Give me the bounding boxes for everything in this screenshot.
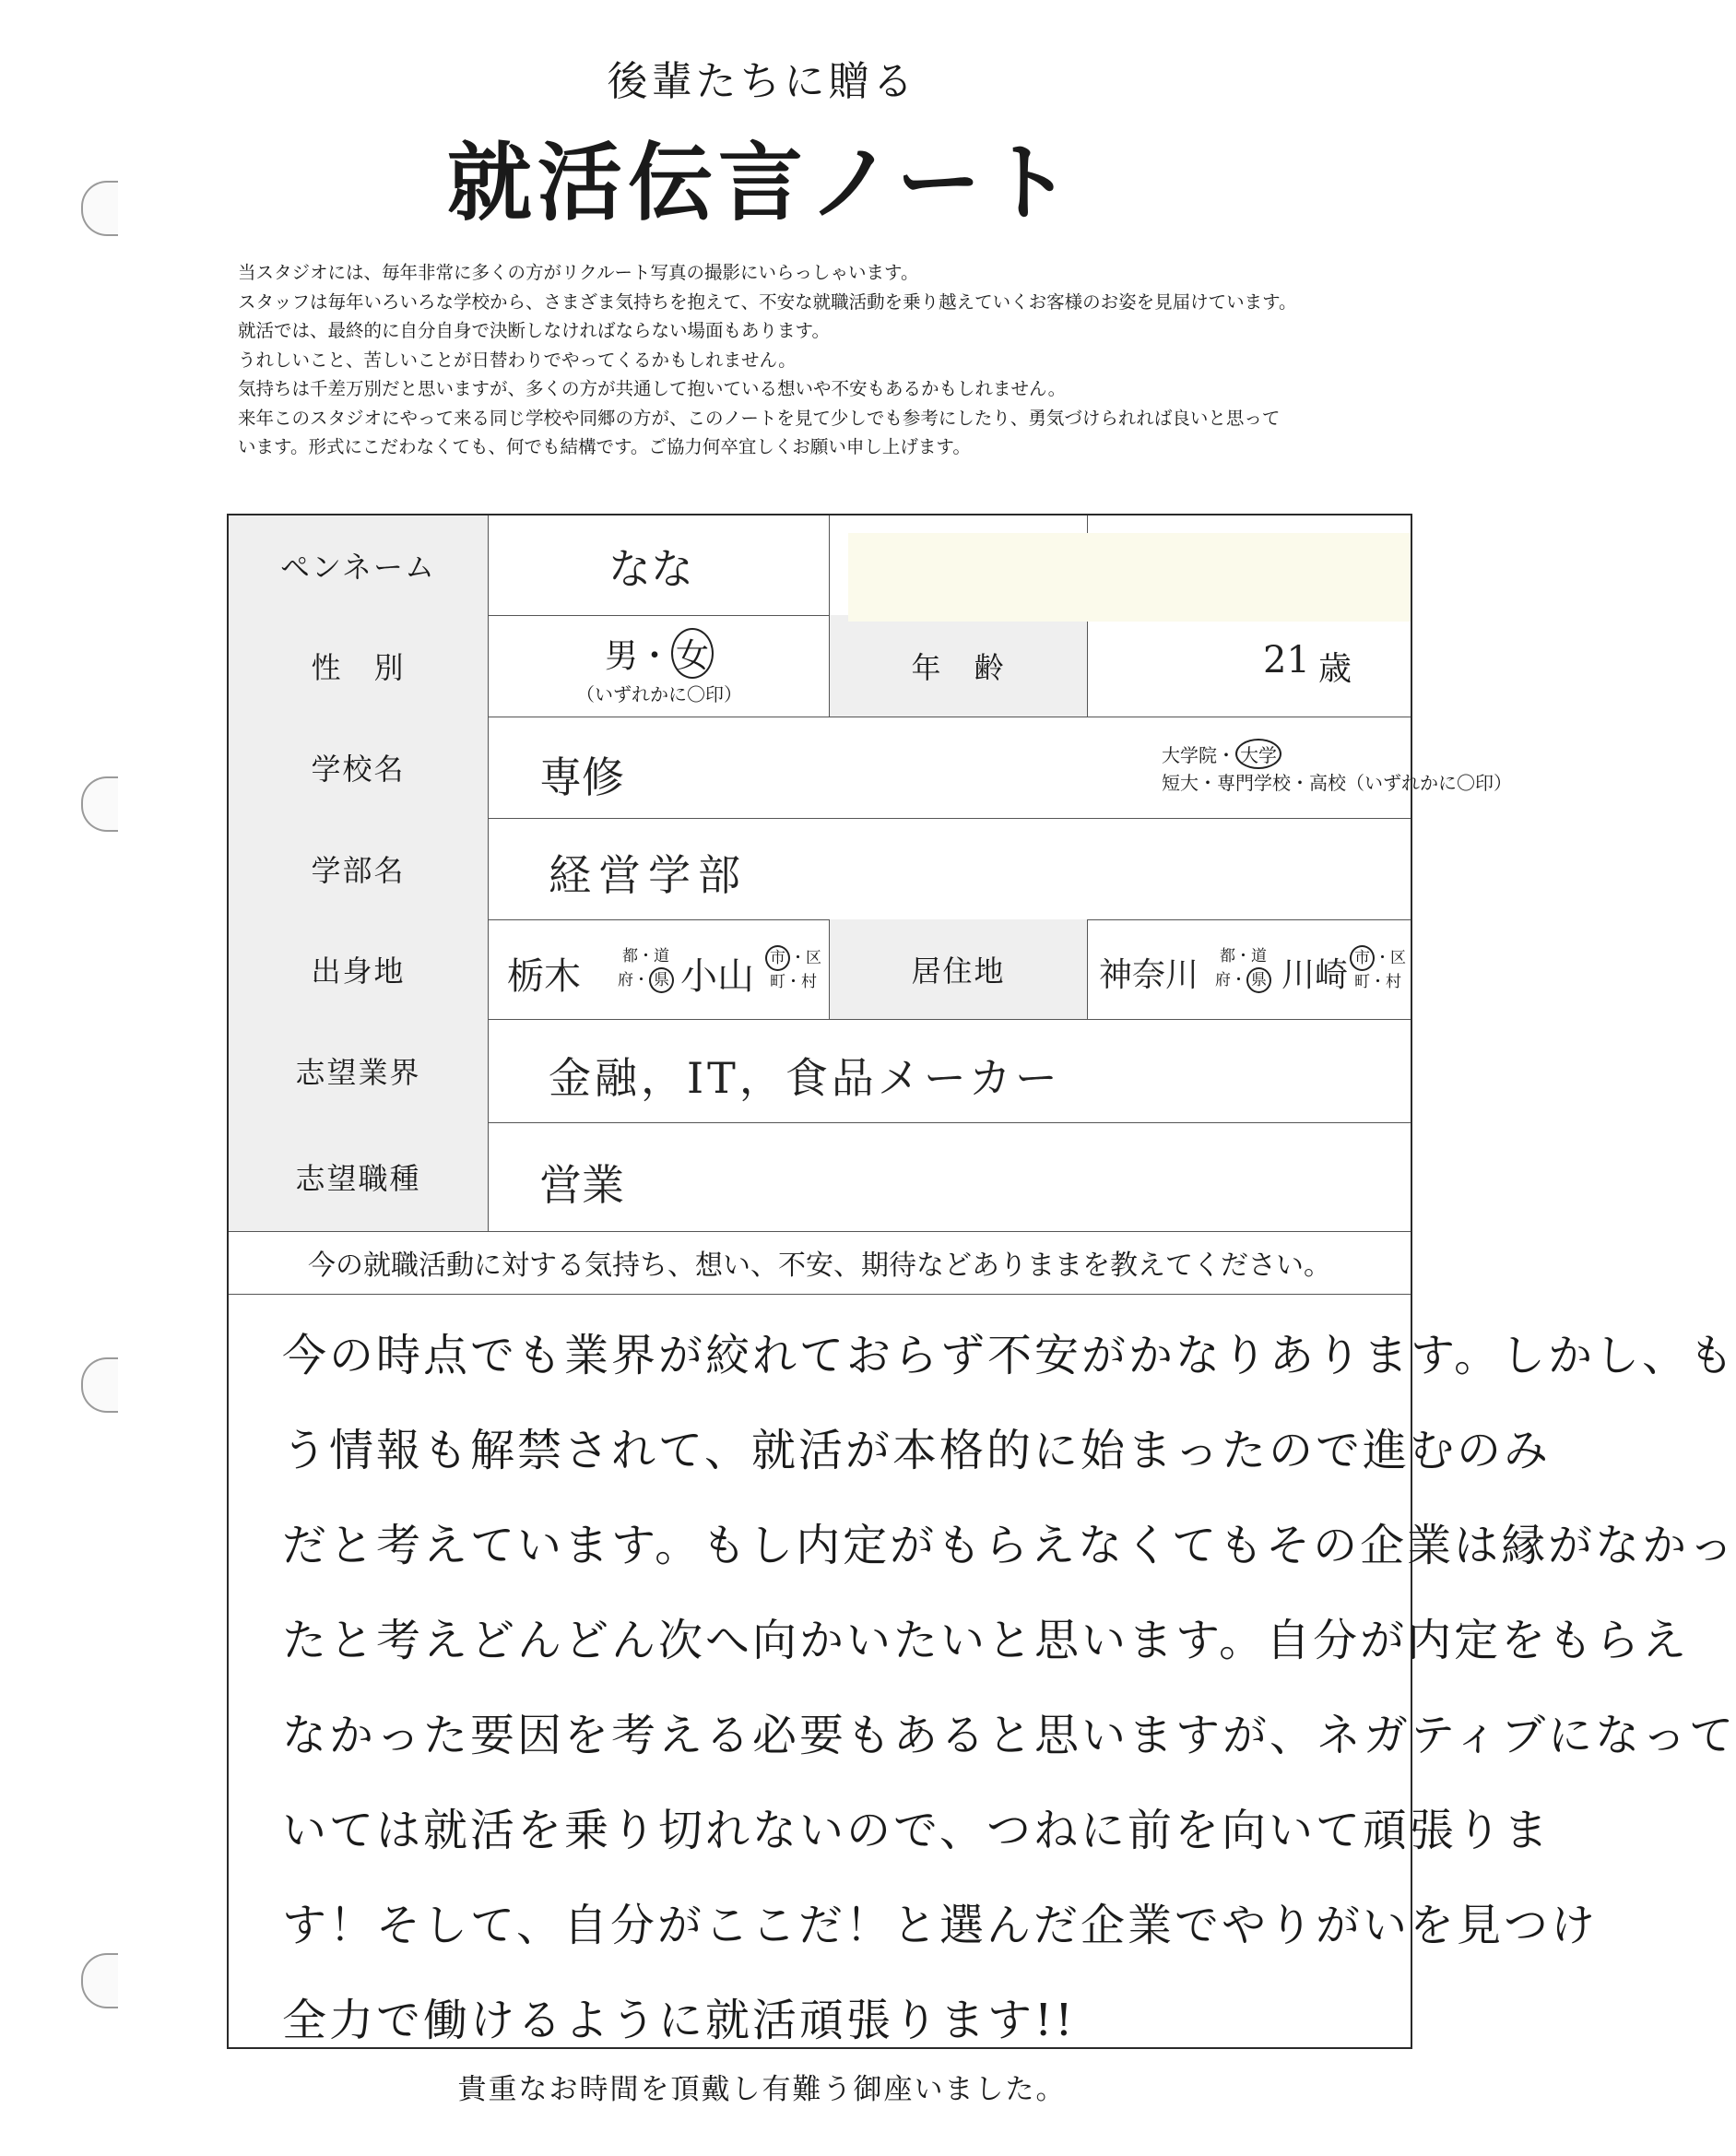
questionnaire-form [227,514,1736,2049]
pre-title: 後輩たちに贈る [607,58,917,105]
gender-note: （いずれかに〇印） [576,683,742,705]
binder-hole [81,776,118,832]
answer-line: う情報も解禁されて、就活が本格的に始まったので進むのみ [282,1425,1552,1476]
school-type-university-circled: 大学 [1235,739,1281,769]
intro-line: うれしいこと、苦しいことが日替わりでやってくるかもしれません。 [238,349,797,371]
page-title: 就活伝言ノート [446,134,1078,232]
gender-separator: ・ [637,637,671,675]
intro-line: 来年このスタジオにやって来る同じ学校や同郷の方が、このノートを見て少しでも参考にしたり、勇気づけられれば良いと思って [238,407,1281,429]
pen-name-value: なな [608,544,693,594]
answer-line: なかった要因を考える必要もあると思いますが、ネガティブになって [282,1710,1736,1761]
school-type-line1 [1162,739,1281,769]
answer-line: 全力で働けるように就活頑張ります!! [282,1995,1076,2046]
job-value: 営業 [539,1160,624,1210]
answer-prompt: 今の就職活動に対する気持ち、想い、不安、期待などありままを教えてください。 [229,1231,1411,1295]
gender-male: 男 [604,637,638,675]
intro-line: 当スタジオには、毎年非常に多くの方がリクルート写真の撮影にいらっしゃいます。 [238,262,919,283]
city-suffix-top [765,945,821,971]
hometown-city: 小山 [680,955,754,998]
answer-line: たと考えどんどん次へ向かいたいと思います。自分が内定をもらえ [282,1615,1690,1666]
row-school [229,717,1512,819]
city-suffix-shi-circled: 市 [765,945,790,971]
faculty-value: 経営学部 [549,850,748,900]
age-field[interactable] [1088,615,1411,717]
age-unit: 歳 [1318,650,1352,688]
residence-pref-suffix [1215,945,1271,993]
redaction-block [848,533,1411,622]
city-suffix-ku: ・区 [1375,949,1406,967]
industry-field[interactable] [489,1019,1411,1122]
pref-suffix-ken-circled: 県 [1246,967,1271,993]
residence-city-suffix [1350,945,1406,993]
city-suffix-bottom: 町・村 [1354,973,1401,991]
pref-suffix-fu: 府・ [1215,971,1246,989]
faculty-field[interactable] [489,818,1411,919]
intro-line: います。形式にこだわなくても、何でも結構です。ご協力何卒宜しくお願い申し上げます。 [238,436,971,457]
pref-suffix-bottom [1215,967,1271,993]
hometown-pref-suffix [618,945,674,993]
faculty-label: 学部名 [229,818,489,919]
age-value: 21 [1263,639,1310,681]
intro-line: 気持ちは千差万別だと思いますが、多くの方が共通して抱いている想いや不安もあるかもしれません。 [238,378,1067,399]
pref-suffix-top: 都・道 [1220,947,1267,965]
pref-suffix-fu: 府・ [618,971,649,989]
gender-female-circled: 女 [671,628,714,679]
school-type-line2: 短大・専門学校・高校（いずれかに〇印） [1162,772,1512,794]
hometown-label: 出身地 [229,919,489,1019]
industry-value: 金融，IT，食品メーカー [549,1053,1061,1103]
intro-text [238,258,1492,462]
pref-suffix-ken-circled: 県 [649,967,674,993]
residence-pref: 神奈川 [1099,956,1199,994]
residence-field[interactable] [1088,919,1411,1019]
footer-thanks: 貴重なお時間を頂戴し有難う御座いました。 [457,2073,1067,2106]
row-faculty [229,818,1411,920]
row-hometown-residence [229,919,1411,1020]
binder-hole [81,1357,118,1413]
pref-suffix-bottom [618,967,674,993]
row-job [229,1122,1411,1232]
job-label: 志望職種 [229,1122,489,1231]
answer-line: いては就活を乗り切れないので、つねに前を向いて頑張りま [282,1805,1552,1856]
binder-hole [81,1953,118,2008]
answer-text-area[interactable] [282,1309,1736,2068]
city-suffix-ku: ・区 [790,949,821,967]
hometown-field[interactable] [489,919,830,1019]
age-label: 年 齢 [830,615,1088,717]
hometown-pref: 栃木 [507,955,581,998]
hometown-city-suffix [765,945,821,993]
school-field[interactable] [489,717,1512,818]
city-suffix-top [1350,945,1406,971]
gender-options [489,628,830,679]
intro-line: スタッフは毎年いろいろな学校から、さまざま気持ちを抱えて、不安な就職活動を乗り越えていくお客様のお姿を見届けています。 [238,290,1297,313]
row-gender-age [229,615,1411,717]
school-value: 専修 [539,752,624,802]
intro-line: 就活では、最終的に自分自身で決断しなければならない場面もあります。 [238,320,830,341]
gender-label: 性 別 [229,615,489,717]
school-label: 学校名 [229,717,489,818]
city-suffix-shi-circled: 市 [1350,945,1375,971]
answer-line: す！そして、自分がここだ！と選んだ企業でやりがいを見つけ [282,1900,1599,1951]
pen-name-field[interactable] [489,515,830,615]
answer-line: だと考えています。もし内定がもらえなくてもその企業は縁がなかっ [282,1520,1736,1571]
industry-label: 志望業界 [229,1019,489,1122]
city-suffix-bottom: 町・村 [770,973,817,991]
gender-field[interactable] [489,615,830,717]
pref-suffix-top: 都・道 [622,947,669,965]
residence-city: 川崎 [1281,956,1349,994]
job-field[interactable] [489,1122,1411,1231]
residence-label: 居住地 [830,919,1088,1019]
pen-name-label: ペンネーム [229,515,489,615]
answer-line: 今の時点でも業界が絞れておらず不安がかなりあります。しかし、も [282,1330,1736,1381]
row-industry [229,1019,1411,1123]
school-type-grad: 大学院・ [1162,744,1235,766]
